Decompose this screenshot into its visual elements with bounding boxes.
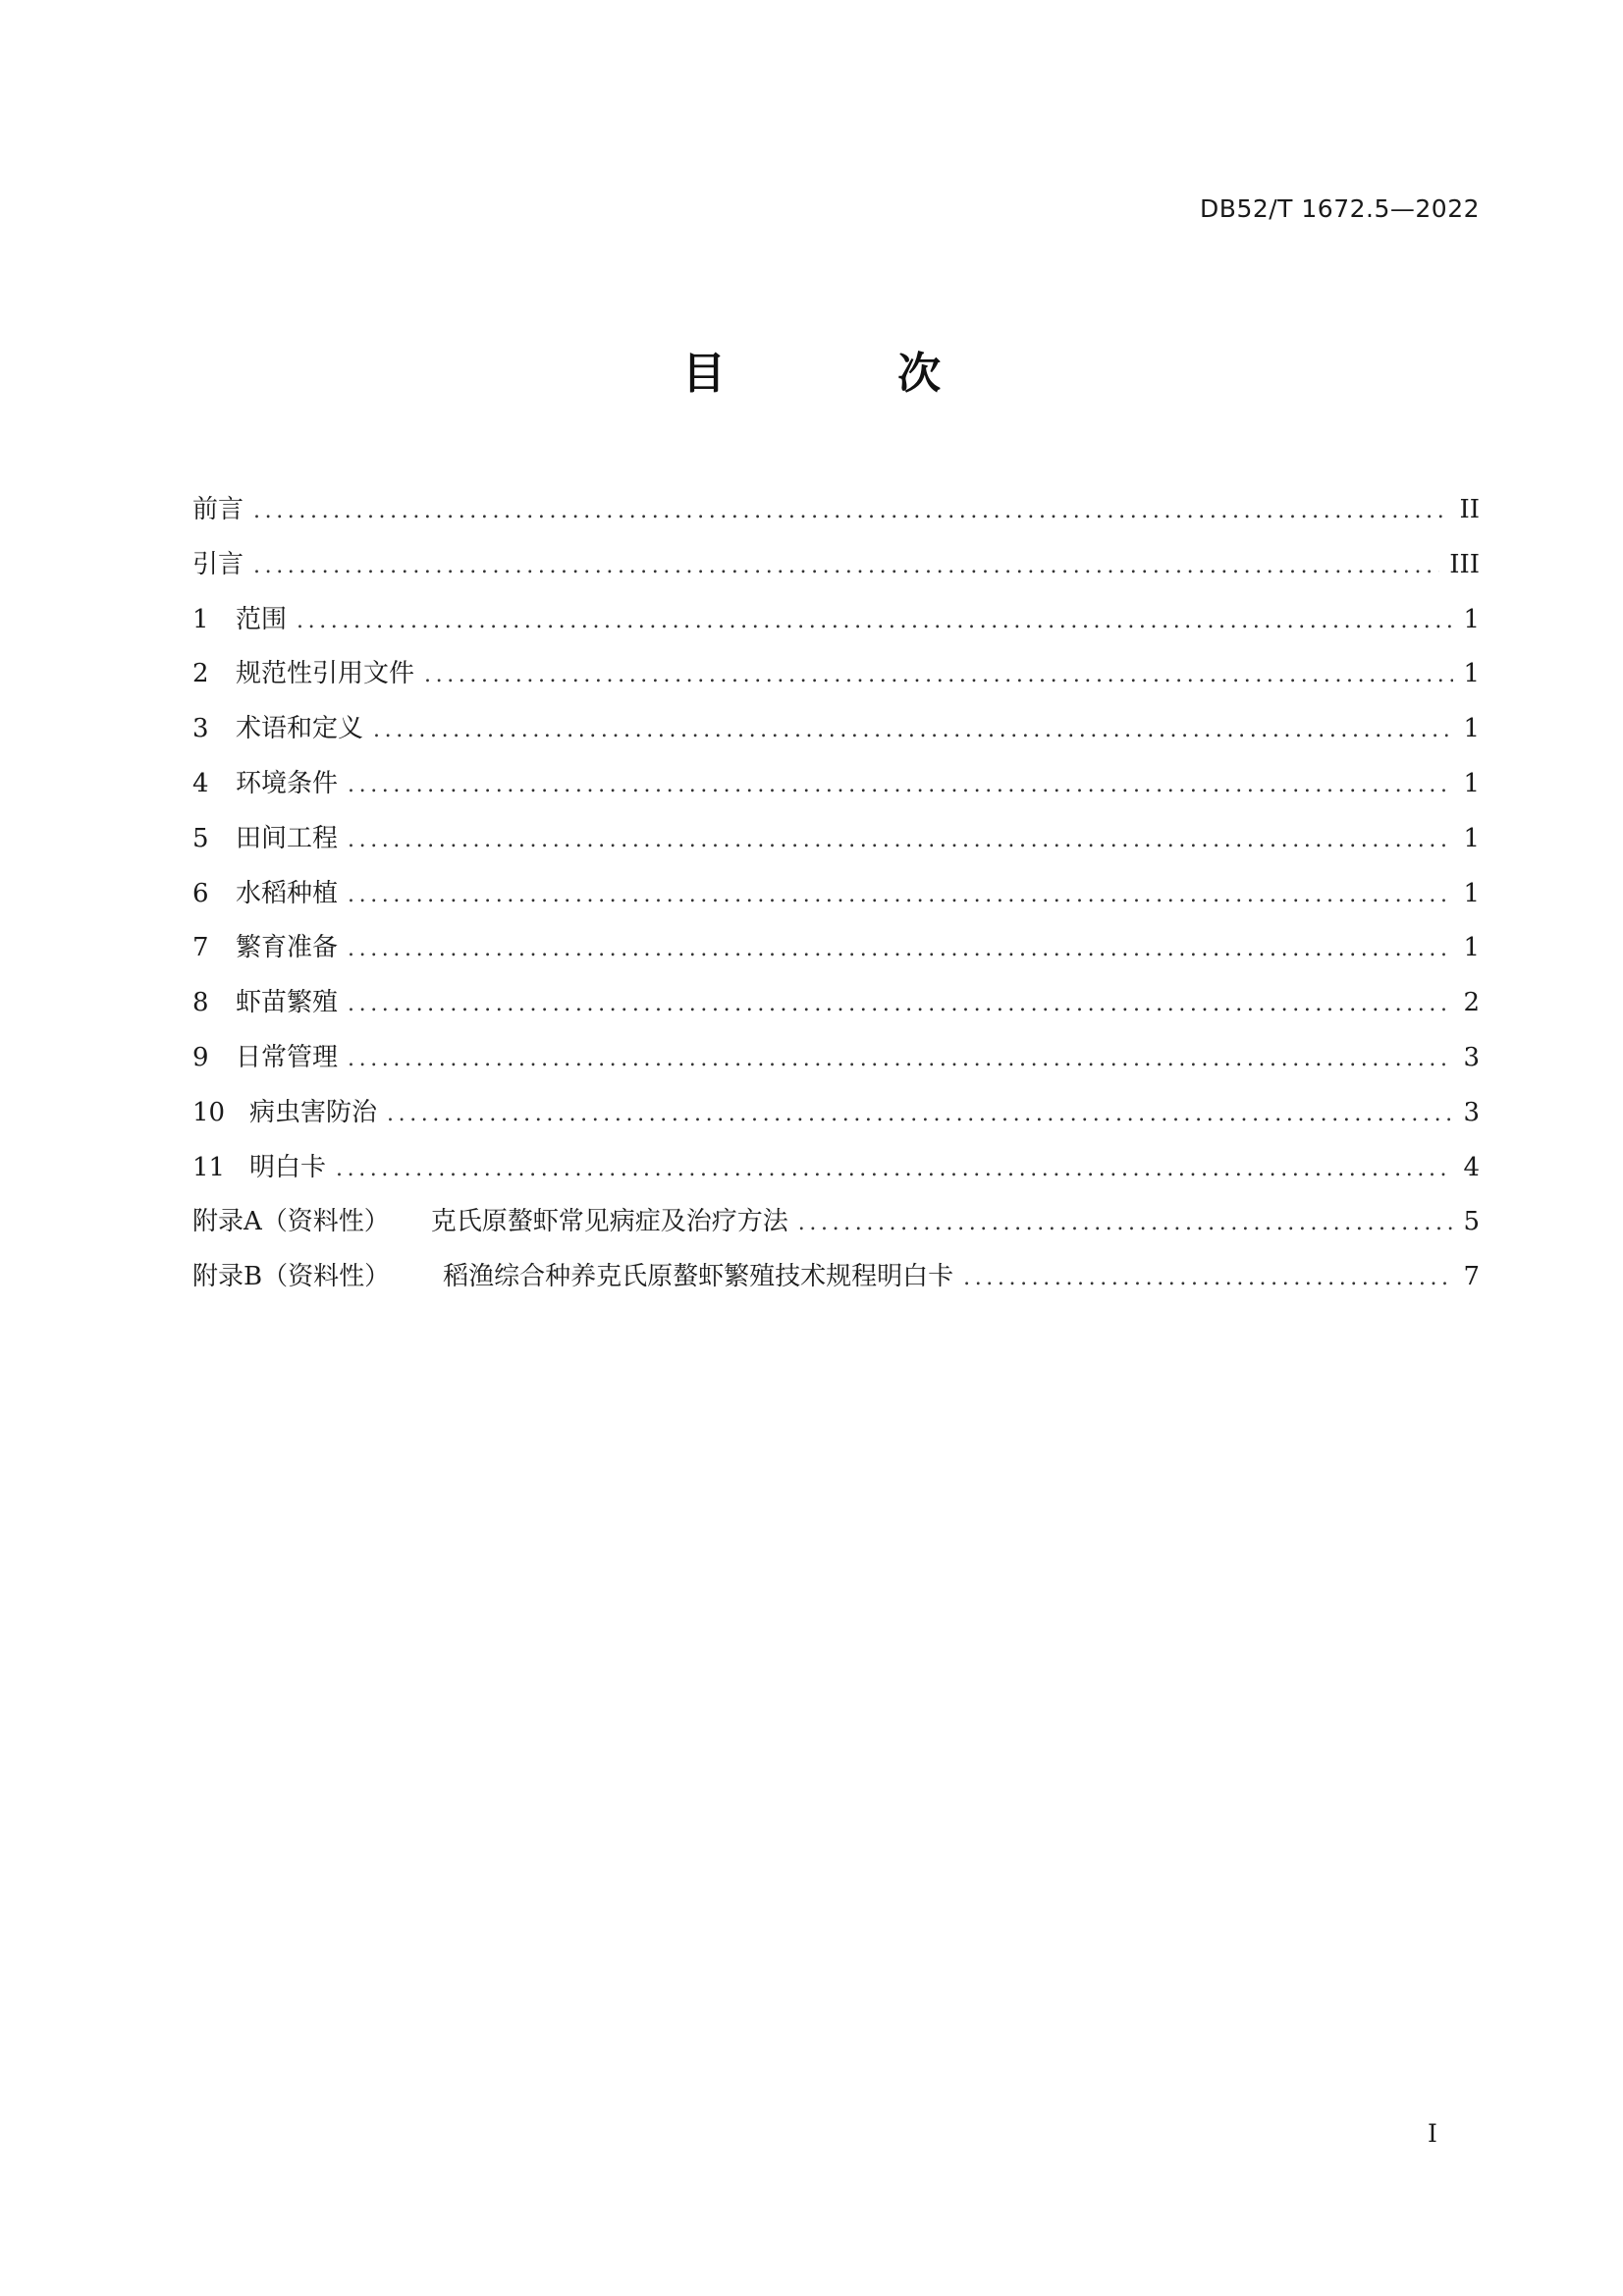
toc-entry-number: 9 (192, 1042, 209, 1072)
toc-entry-number: 10 (192, 1097, 226, 1127)
toc-entry-label: 日常管理 (236, 1042, 339, 1072)
toc-leader-dots (348, 823, 1453, 858)
toc-entry-6[interactable] (192, 876, 1480, 931)
toc-leader-dots (348, 1042, 1453, 1077)
toc-entry-8[interactable] (192, 985, 1480, 1040)
toc-leader-dots (253, 494, 1449, 529)
toc-leader-dots (297, 604, 1453, 639)
toc-entry-label: 环境条件 (236, 768, 339, 798)
toc-entry-label: 术语和定义 (236, 714, 364, 744)
toc-leader-dots (963, 1261, 1453, 1296)
toc-entry-5[interactable] (192, 821, 1480, 876)
toc-entry-label: 田间工程 (236, 823, 339, 853)
toc-entry-number: 1 (192, 604, 209, 634)
toc-entry-appendix-b[interactable] (192, 1259, 1480, 1314)
toc-entry-label: 繁育准备 (236, 933, 339, 963)
toc-leader-dots (373, 713, 1453, 748)
toc-entry-3[interactable] (192, 711, 1480, 766)
toc-entry-page: 1 (1463, 823, 1480, 853)
toc-entry-introduction[interactable] (192, 547, 1480, 602)
toc-entry-9[interactable] (192, 1040, 1480, 1095)
toc-entry-page: 7 (1463, 1262, 1480, 1292)
toc-leader-dots (348, 987, 1453, 1022)
toc-entry-page: 3 (1463, 1097, 1480, 1127)
toc-entry-label: 明白卡 (249, 1152, 327, 1182)
toc-entry-label: 克氏原螯虾常见病症及治疗方法 (430, 1207, 788, 1237)
toc-entry-page: III (1449, 549, 1480, 579)
toc-entry-page: 1 (1463, 714, 1480, 744)
toc-entry-label: 稻渔综合种养克氏原螯虾繁殖技术规程明白卡 (443, 1262, 954, 1292)
toc-entry-number: 5 (192, 823, 209, 853)
toc-entry-page: 1 (1463, 933, 1480, 963)
toc-entry-page: 3 (1463, 1042, 1480, 1072)
toc-entry-1[interactable] (192, 602, 1480, 657)
toc-entry-2[interactable] (192, 656, 1480, 711)
toc-entry-label: 范围 (236, 604, 288, 634)
toc-entry-label: 规范性引用文件 (236, 659, 415, 689)
toc-entry-11[interactable] (192, 1150, 1480, 1205)
toc-entry-number: 附录A（资料性） (192, 1207, 390, 1237)
toc-entry-number: 11 (192, 1152, 226, 1182)
toc-entry-number: 附录B（资料性） (192, 1262, 391, 1292)
table-of-contents (192, 492, 1480, 1314)
toc-entry-page: II (1459, 495, 1480, 524)
toc-entry-label: 前言 (192, 495, 244, 524)
toc-entry-foreword[interactable] (192, 492, 1480, 547)
toc-entry-label: 病虫害防治 (249, 1097, 378, 1127)
toc-entry-number: 4 (192, 768, 209, 798)
page-title: 目 次 (681, 349, 1020, 399)
toc-entry-appendix-a[interactable] (192, 1204, 1480, 1259)
toc-leader-dots (424, 658, 1453, 693)
toc-entry-number: 7 (192, 933, 209, 963)
toc-entry-page: 1 (1463, 768, 1480, 798)
toc-leader-dots (348, 878, 1453, 913)
page-number: I (1428, 2119, 1437, 2148)
toc-entry-page: 2 (1463, 988, 1480, 1018)
toc-entry-page: 1 (1463, 659, 1480, 689)
toc-entry-7[interactable] (192, 930, 1480, 985)
toc-leader-dots (253, 549, 1439, 584)
toc-entry-number: 3 (192, 714, 209, 744)
toc-entry-label: 引言 (192, 549, 244, 579)
toc-entry-10[interactable] (192, 1095, 1480, 1150)
toc-leader-dots (387, 1097, 1453, 1132)
toc-entry-page: 5 (1463, 1207, 1480, 1237)
toc-entry-number: 2 (192, 659, 209, 689)
toc-entry-number: 8 (192, 988, 209, 1018)
toc-entry-label: 虾苗繁殖 (236, 988, 339, 1018)
toc-leader-dots (798, 1206, 1454, 1241)
toc-leader-dots (336, 1152, 1453, 1187)
document-code: DB52/T 1672.5—2022 (1200, 194, 1480, 223)
toc-entry-page: 1 (1463, 604, 1480, 634)
toc-entry-4[interactable] (192, 766, 1480, 821)
toc-entry-number: 6 (192, 878, 209, 908)
toc-entry-label: 水稻种植 (236, 878, 339, 908)
toc-entry-page: 4 (1463, 1152, 1480, 1182)
toc-leader-dots (348, 768, 1453, 803)
toc-leader-dots (348, 932, 1453, 967)
toc-entry-page: 1 (1463, 878, 1480, 908)
